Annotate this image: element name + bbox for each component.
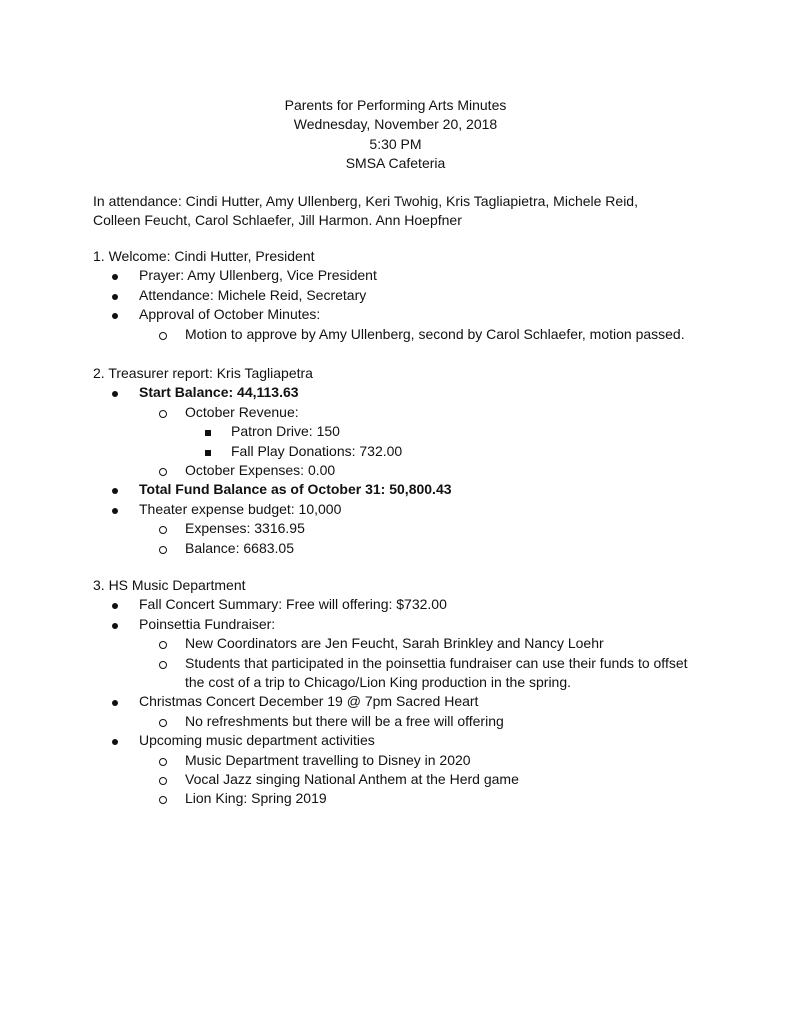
list-item-text: No refreshments but there will be a free will offering bbox=[185, 712, 504, 729]
list-item-text: Motion to approve by Amy Ullenberg, second by Carol Schlaefer, motion passed. bbox=[185, 325, 685, 342]
list-item-text: the cost of a trip to Chicago/Lion King production in the spring. bbox=[185, 673, 572, 690]
list-item-text: Vocal Jazz singing National Anthem at the Herd game bbox=[185, 770, 519, 787]
list-item bbox=[93, 442, 733, 461]
section-heading: 3. HS Music Department bbox=[93, 577, 246, 593]
list-item bbox=[93, 789, 733, 808]
list-item bbox=[93, 461, 733, 480]
bullet-circle-icon bbox=[159, 661, 167, 669]
bullet-circle-icon bbox=[159, 468, 167, 476]
list-item bbox=[93, 286, 733, 305]
bullet-disc-icon bbox=[112, 603, 118, 609]
bullet-disc-icon bbox=[112, 739, 118, 745]
list-item bbox=[93, 305, 733, 324]
list-item-text: Upcoming music department activities bbox=[139, 732, 375, 749]
list-item bbox=[93, 500, 733, 519]
list-item bbox=[93, 654, 733, 673]
list-item bbox=[93, 770, 733, 789]
bullet-disc-icon bbox=[112, 700, 118, 706]
list-item-text: Music Department travelling to Disney in 2020 bbox=[185, 751, 471, 768]
list-item-text: Poinsettia Fundraiser: bbox=[139, 615, 276, 632]
start-balance: Start Balance: 44,113.63 bbox=[139, 384, 299, 401]
list-item bbox=[93, 615, 733, 634]
list-item-text: New Coordinators are Jen Feucht, Sarah Brinkley and Nancy Loehr bbox=[185, 635, 604, 652]
bullet-circle-icon bbox=[159, 758, 167, 766]
list-item-text: Patron Drive: 150 bbox=[231, 423, 340, 440]
list-item-text: October Expenses: 0.00 bbox=[185, 461, 336, 478]
bullet-circle-icon bbox=[159, 796, 167, 804]
list-item-text: October Revenue: bbox=[185, 403, 299, 420]
list-item bbox=[93, 403, 733, 422]
attendance-paragraph bbox=[93, 192, 713, 231]
list-item-text: Students that participated in the poinsettia fundraiser can use their funds to offset bbox=[185, 654, 688, 671]
list-item bbox=[93, 731, 733, 750]
bullet-disc-icon bbox=[112, 508, 118, 514]
bullet-circle-icon bbox=[159, 546, 167, 554]
bullet-disc-icon bbox=[112, 488, 118, 494]
meeting-location: SMSA Cafeteria bbox=[345, 155, 446, 172]
document-header bbox=[0, 96, 791, 174]
section-treasurer bbox=[93, 364, 733, 558]
attendance-line-1: In attendance: Cindi Hutter, Amy Ullenberg, Keri Twohig, Kris Tagliapietra, Michele Reid, bbox=[93, 193, 638, 209]
section-heading: 2. Treasurer report: Kris Tagliapetra bbox=[93, 365, 313, 381]
list-item-text: Fall Concert Summary: Free will offering: $732.00 bbox=[139, 596, 447, 613]
attendance-line-2: Colleen Feucht, Carol Schlaefer, Jill Harmon. Ann Hoepfner bbox=[93, 212, 462, 229]
list-item bbox=[93, 480, 733, 499]
bullet-circle-icon bbox=[159, 526, 167, 534]
list-item bbox=[93, 712, 733, 731]
list-item bbox=[93, 751, 733, 770]
list-item-text: Approval of October Minutes: bbox=[139, 306, 321, 323]
list-item-text: Fall Play Donations: 732.00 bbox=[231, 442, 403, 459]
bullet-disc-icon bbox=[112, 313, 118, 319]
bullet-circle-icon bbox=[159, 719, 167, 727]
list-item-text: Theater expense budget: 10,000 bbox=[139, 500, 342, 517]
bullet-circle-icon bbox=[159, 332, 167, 340]
list-item bbox=[93, 422, 733, 441]
section-heading: 1. Welcome: Cindi Hutter, President bbox=[93, 248, 315, 264]
list-item-text: Christmas Concert December 19 @ 7pm Sacred Heart bbox=[139, 693, 479, 710]
list-item-text: Attendance: Michele Reid, Secretary bbox=[139, 286, 367, 303]
bullet-disc-icon bbox=[112, 274, 118, 280]
bullet-square-icon bbox=[205, 430, 211, 436]
list-item-text: Prayer: Amy Ullenberg, Vice President bbox=[139, 267, 377, 284]
section-welcome bbox=[93, 247, 733, 344]
bullet-circle-icon bbox=[159, 410, 167, 418]
section-music-department bbox=[93, 576, 733, 809]
list-item bbox=[93, 595, 733, 614]
list-item bbox=[93, 519, 733, 538]
list-item bbox=[93, 266, 733, 285]
list-item bbox=[93, 539, 733, 558]
total-fund-balance: Total Fund Balance as of October 31: 50,800.43 bbox=[139, 481, 452, 498]
list-item-continuation bbox=[93, 673, 733, 692]
bullet-disc-icon bbox=[112, 391, 118, 397]
bullet-circle-icon bbox=[159, 777, 167, 785]
list-item bbox=[93, 692, 733, 711]
meeting-time: 5:30 PM bbox=[369, 135, 422, 152]
list-item-text: Balance: 6683.05 bbox=[185, 539, 294, 556]
meeting-date: Wednesday, November 20, 2018 bbox=[293, 116, 498, 133]
bullet-disc-icon bbox=[112, 294, 118, 300]
bullet-circle-icon bbox=[159, 641, 167, 649]
document-title: Parents for Performing Arts Minutes bbox=[284, 97, 507, 113]
bullet-disc-icon bbox=[112, 623, 118, 629]
list-item-text: Lion King: Spring 2019 bbox=[185, 790, 327, 807]
list-item bbox=[93, 634, 733, 653]
list-item bbox=[93, 325, 733, 344]
list-item-text: Expenses: 3316.95 bbox=[185, 520, 305, 537]
list-item bbox=[93, 383, 733, 402]
bullet-square-icon bbox=[205, 450, 211, 456]
